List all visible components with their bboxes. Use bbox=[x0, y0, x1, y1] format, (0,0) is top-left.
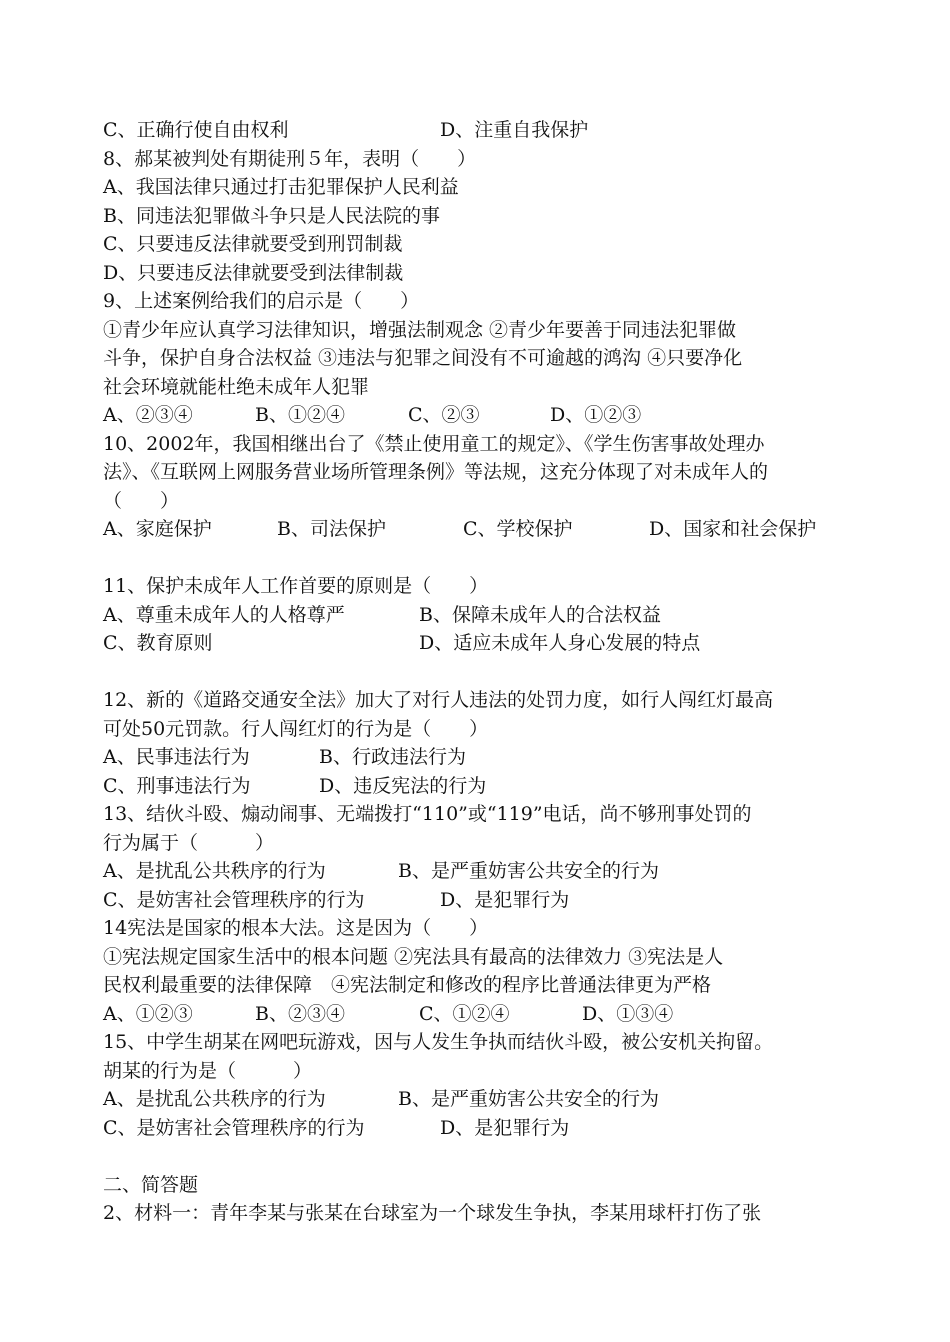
q8-option-d: D、只要违反法律就要受到法律制裁 bbox=[103, 261, 404, 284]
q10-option-d: D、国家和社会保护 bbox=[649, 518, 817, 540]
q15-stem-line-2: 胡某的行为是（ ） bbox=[103, 1059, 313, 1082]
q9-option-d: D、①②③ bbox=[550, 404, 642, 426]
q12-option-d: D、违反宪法的行为 bbox=[319, 774, 487, 797]
q9-option-b: B、①②④ bbox=[255, 404, 345, 426]
q10-options bbox=[103, 515, 853, 544]
q8-option-a: A、我国法律只通过打击犯罪保护人民利益 bbox=[103, 176, 459, 198]
spacer bbox=[103, 544, 853, 573]
q10-stem-line-2: 法》、《互联网上网服务营业场所管理条例》等法规，这充分体现了对未成年人的 bbox=[103, 461, 769, 483]
q13-stem-line-2: 行为属于（ ） bbox=[103, 831, 275, 854]
q14-option-b: B、②③④ bbox=[255, 1002, 345, 1025]
section-heading: 二、简答题 bbox=[103, 1173, 199, 1196]
q13-options-cd bbox=[103, 886, 853, 915]
q15-option-c: C、是妨害社会管理秩序的行为 bbox=[103, 1116, 365, 1139]
q9-option-a: A、②③④ bbox=[103, 404, 193, 426]
q11-options-cd bbox=[103, 629, 853, 658]
q9-body-line-3: 社会环境就能杜绝未成年人犯罪 bbox=[103, 375, 370, 398]
q15-option-a: A、是扰乱公共秩序的行为 bbox=[103, 1088, 326, 1110]
q10-option-a: A、家庭保护 bbox=[103, 518, 212, 540]
q12-options-cd bbox=[103, 772, 853, 801]
q10-option-b: B、司法保护 bbox=[277, 518, 386, 540]
q11-options-ab bbox=[103, 601, 853, 630]
document-page bbox=[103, 116, 853, 1228]
q11-option-a: A、尊重未成年人的人格尊严 bbox=[103, 603, 345, 626]
q10-stem-line-1: 10、2002年，我国相继出台了《禁止使用童工的规定》、《学生伤害事故处理办 bbox=[103, 432, 765, 455]
spacer bbox=[103, 1142, 853, 1171]
q14-stem: 14宪法是国家的根本大法。这是因为（ ） bbox=[103, 917, 489, 939]
q13-option-c: C、是妨害社会管理秩序的行为 bbox=[103, 888, 365, 911]
q8-option-c: C、只要违反法律就要受到刑罚制裁 bbox=[103, 233, 403, 255]
q14-option-d: D、①③④ bbox=[582, 1002, 674, 1025]
q15-option-b: B、是严重妨害公共安全的行为 bbox=[398, 1088, 659, 1110]
q11-option-d: D、适应未成年人身心发展的特点 bbox=[419, 632, 701, 654]
q7-option-c: C、正确行使自由权利 bbox=[103, 119, 289, 141]
spacer bbox=[103, 658, 853, 687]
q11-stem: 11、保护未成年人工作首要的原则是（ ） bbox=[103, 575, 489, 597]
q11-option-b: B、保障未成年人的合法权益 bbox=[419, 603, 661, 626]
q15-options-ab bbox=[103, 1085, 853, 1114]
q8-option-b: B、同违法犯罪做斗争只是人民法院的事 bbox=[103, 204, 440, 227]
q13-stem-line-1: 13、结伙斗殴、煽动闹事、无端拨打“110”或“119”电话，尚不够刑事处罚的 bbox=[103, 803, 752, 825]
q10-option-c: C、学校保护 bbox=[463, 518, 573, 540]
q14-option-a: A、①②③ bbox=[103, 1002, 193, 1025]
q2-material-line-1: 2、材料一：青年李某与张某在台球室为一个球发生争执，李某用球杆打伤了张 bbox=[103, 1202, 762, 1224]
q12-stem-line-2: 可处50元罚款。行人闯红灯的行为是（ ） bbox=[103, 717, 489, 740]
q14-option-c: C、①②④ bbox=[419, 1002, 510, 1025]
q12-stem-line-1: 12、新的《道路交通安全法》加大了对行人违法的处罚力度，如行人闯红灯最高 bbox=[103, 689, 774, 711]
q12-options-ab bbox=[103, 743, 853, 772]
q13-option-b: B、是严重妨害公共安全的行为 bbox=[398, 860, 659, 882]
q9-body-line-1: ①青少年应认真学习法律知识，增强法制观念 ②青少年要善于同违法犯罪做 bbox=[103, 318, 737, 341]
q15-option-d: D、是犯罪行为 bbox=[440, 1116, 570, 1139]
q14-options bbox=[103, 1000, 853, 1029]
q15-options-cd bbox=[103, 1114, 853, 1143]
q14-body-line-2: 民权利最重要的法律保障 ④宪法制定和修改的程序比普通法律更为严格 bbox=[103, 974, 712, 996]
q15-stem-line-1: 15、中学生胡某在网吧玩游戏，因与人发生争执而结伙斗殴，被公安机关拘留。 bbox=[103, 1031, 774, 1053]
q12-option-c: C、刑事违法行为 bbox=[103, 774, 251, 797]
q9-option-c: C、②③ bbox=[408, 404, 480, 426]
q13-option-d: D、是犯罪行为 bbox=[440, 888, 570, 911]
q13-option-a: A、是扰乱公共秩序的行为 bbox=[103, 860, 326, 882]
q9-stem: 9、上述案例给我们的启示是（ ） bbox=[103, 290, 420, 312]
q12-option-b: B、行政违法行为 bbox=[319, 746, 466, 768]
q13-options-ab bbox=[103, 857, 853, 886]
q9-options bbox=[103, 401, 853, 430]
q10-stem-line-3: （ ） bbox=[103, 489, 180, 512]
q11-option-c: C、教育原则 bbox=[103, 632, 213, 654]
q12-option-a: A、民事违法行为 bbox=[103, 746, 250, 768]
q8-stem: 8、郝某被判处有期徒刑５年，表明（ ） bbox=[103, 147, 477, 170]
q7-options-cd bbox=[103, 116, 853, 145]
q14-body-line-1: ①宪法规定国家生活中的根本问题 ②宪法具有最高的法律效力 ③宪法是人 bbox=[103, 945, 724, 968]
q9-body-line-2: 斗争，保护自身合法权益 ③违法与犯罪之间没有不可逾越的鸿沟 ④只要净化 bbox=[103, 347, 743, 369]
q7-option-d: D、注重自我保护 bbox=[440, 119, 589, 141]
